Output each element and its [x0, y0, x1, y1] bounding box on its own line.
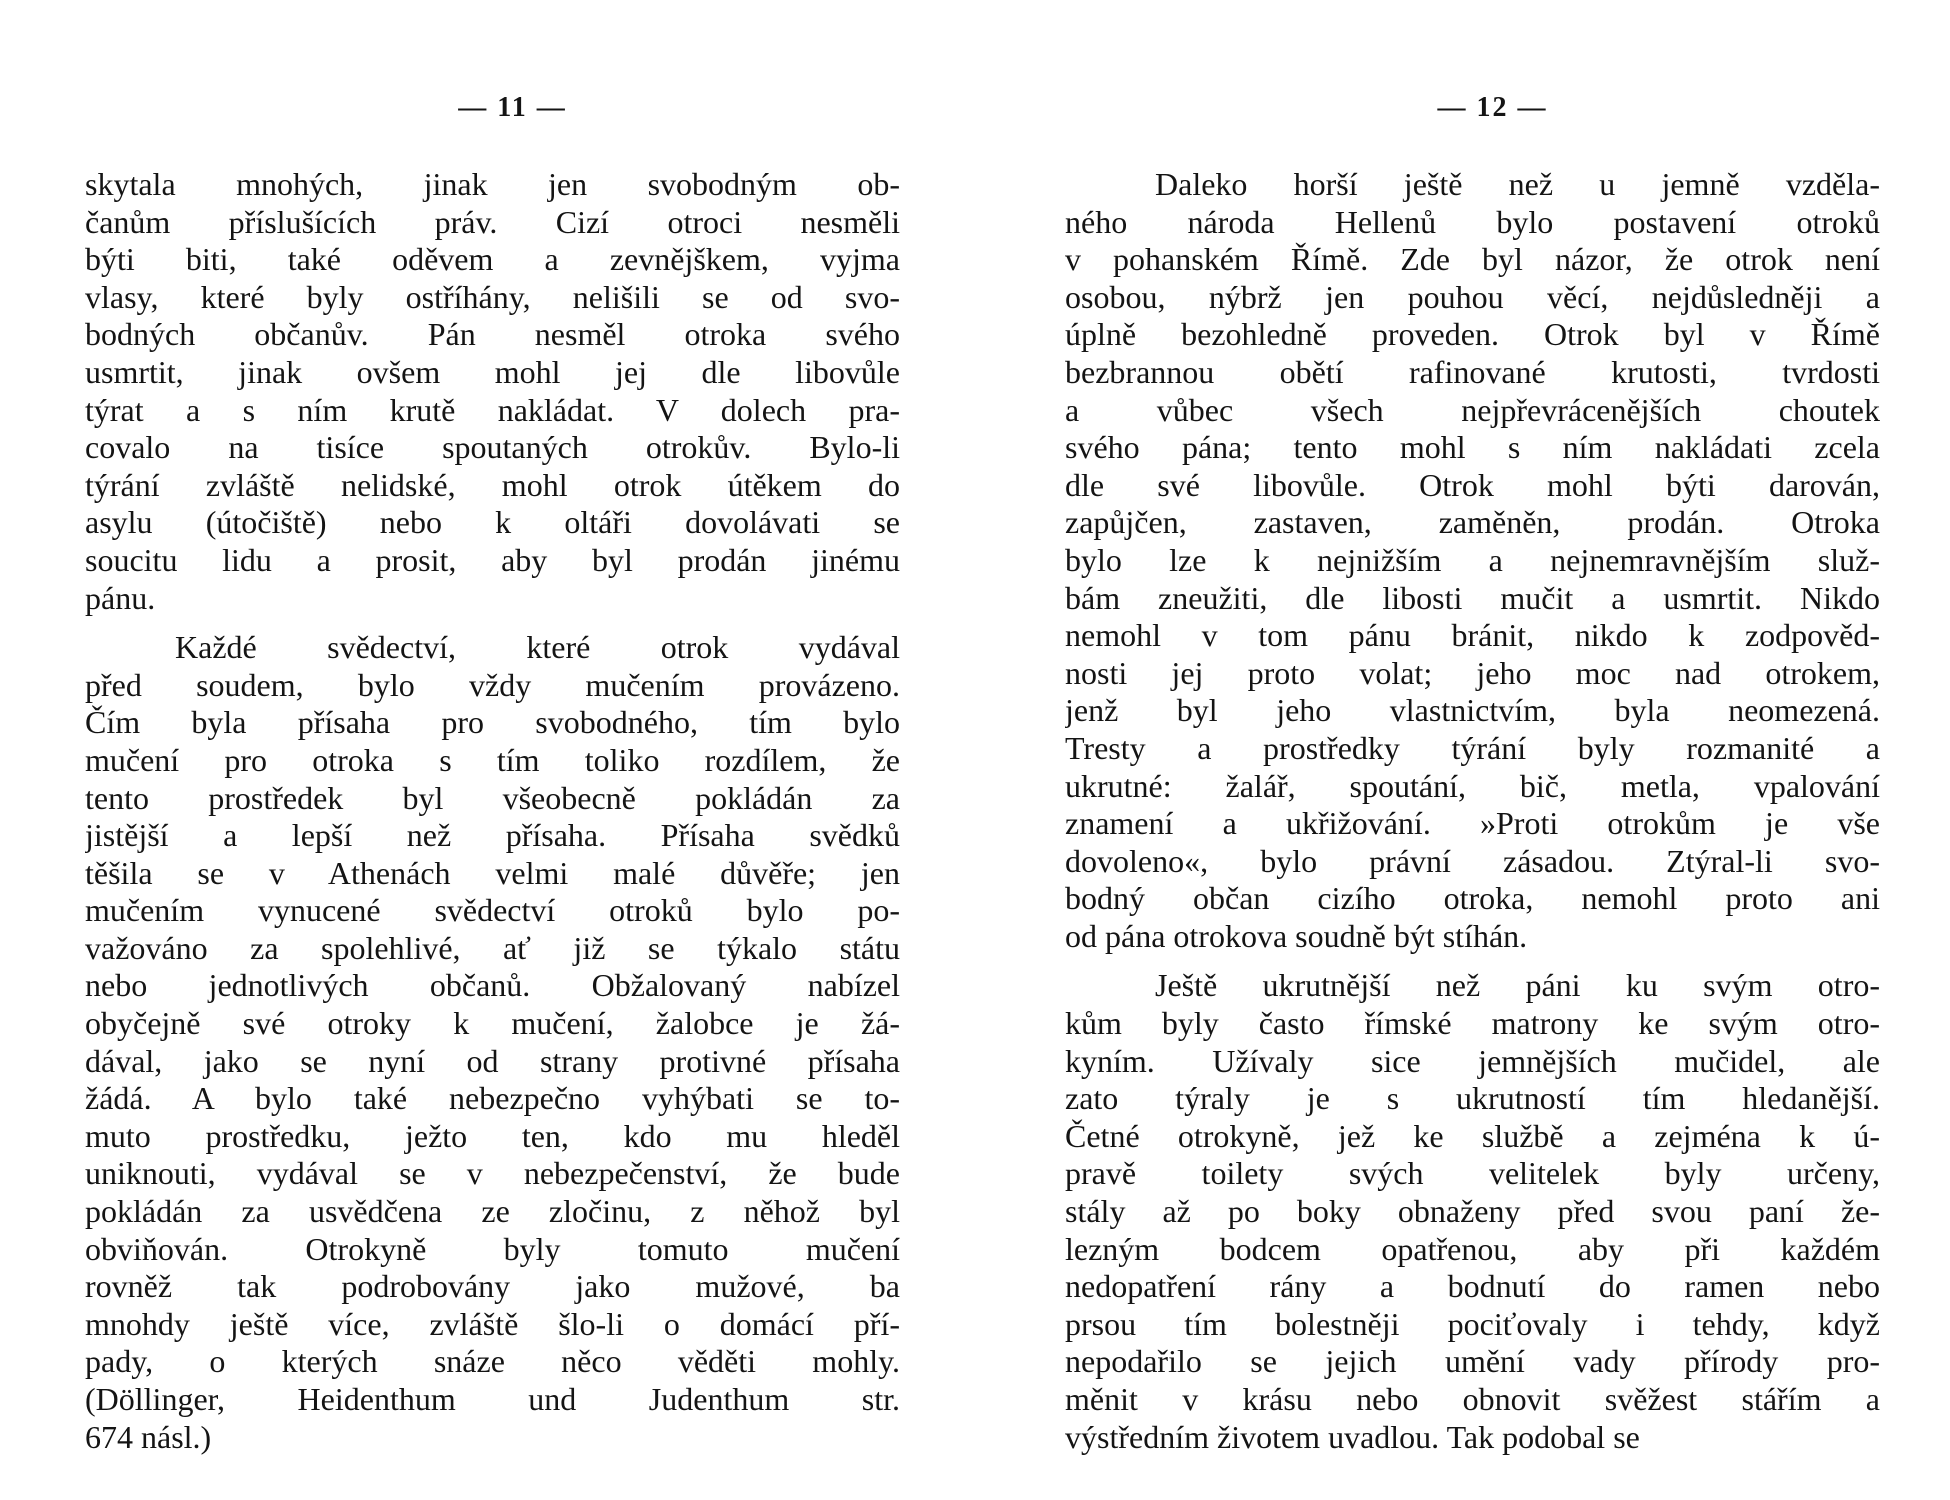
text-line: žádá. A bylo také nebezpečno vyhýbati se to-: [85, 1080, 900, 1117]
text-line: dle své libovůle. Otrok mohl býti darován,: [1065, 466, 1880, 503]
text-line: v pohanském Římě. Zde byl názor, že otrok není: [1065, 241, 1880, 278]
text-line: važováno za spolehlivé, ať již se týkalo státu: [85, 929, 900, 966]
text-column: [1065, 166, 1880, 1456]
text-line: těšila se v Athenách velmi malé důvěře; jen: [85, 854, 900, 891]
text-line: týrat a s ním krutě nakládat. V dolech pra-: [85, 391, 900, 428]
page-number: — 11 —: [458, 92, 567, 123]
text-line: úplně bezohledně proveden. Otrok byl v Římě: [1065, 316, 1880, 353]
text-line: tento prostředek byl všeobecně pokládán za: [85, 779, 900, 816]
text-line: jenž byl jeho vlastnictvím, byla neomezená.: [1065, 692, 1880, 729]
text-line: muto prostředku, ježto ten, kdo mu hleděl: [85, 1117, 900, 1154]
text-line: nemohl v tom pánu bránit, nikdo k zodpověd-: [1065, 617, 1880, 654]
text-line: od pána otrokova soudně být stíhán.: [1065, 917, 1528, 954]
text-line: mučením vynucené svědectví otroků bylo po-: [85, 892, 900, 929]
text-line: ného národa Hellenů bylo postavení otroků: [1065, 203, 1880, 240]
text-line: bodných občanův. Pán nesměl otroka svého: [85, 316, 900, 353]
text-line: covalo na tisíce spoutaných otrokův. Bylo-li: [85, 429, 900, 466]
text-line: usmrtit, jinak ovšem mohl jej dle libovůle: [85, 353, 900, 390]
text-line: Čím byla přísaha pro svobodného, tím bylo: [85, 704, 900, 741]
text-line: mučení pro otroka s tím toliko rozdílem, že: [85, 741, 900, 778]
text-line: a vůbec všech nejpřevrácenějších choutek: [1065, 391, 1880, 428]
paragraph-gap: [85, 617, 900, 629]
text-line: osobou, nýbrž jen pouhou věcí, nejdůsledněji a: [1065, 278, 1880, 315]
text-line: 674 násl.): [85, 1418, 212, 1455]
text-line: kyním. Užívaly sice jemnějších mučidel, ale: [1065, 1042, 1880, 1079]
text-line: výstředním životem uvadlou. Tak podobal se: [1065, 1418, 1640, 1455]
paragraph: [85, 629, 900, 1456]
text-line: jistější a lepší než přísaha. Přísaha svědků: [85, 817, 900, 854]
text-line: prsou tím bolestněji pociťovaly i tehdy, když: [1065, 1305, 1880, 1342]
text-line: pokládán za usvědčena ze zločinu, z něhož byl: [85, 1193, 900, 1230]
text-line: stály až po boky obnaženy před svou paní že-: [1065, 1193, 1880, 1230]
text-line: měnit v krásu nebo obnovit svěžest stářím a: [1065, 1381, 1880, 1417]
text-line: kům byly často římské matrony ke svým otro-: [1065, 1005, 1880, 1042]
text-line: mnohdy ještě více, zvláště šlo-li o domácí pří-: [85, 1305, 900, 1342]
text-line: Každé svědectví, které otrok vydával: [175, 629, 900, 666]
text-line: bám zneužiti, dle libosti mučit a usmrtit. Nikdo: [1065, 579, 1880, 616]
page-number: — 12 —: [1437, 92, 1548, 123]
text-line: svého pána; tento mohl s ním nakládati zcela: [1065, 429, 1880, 466]
right-page: [1065, 0, 1880, 1500]
text-line: před soudem, bylo vždy mučením provázeno.: [85, 666, 900, 703]
paragraph: [1065, 967, 1880, 1456]
text-line: obviňován. Otrokyně byly tomuto mučení: [85, 1230, 900, 1267]
text-line: pady, o kterých snáze něco věděti mohly.: [85, 1343, 900, 1380]
text-line: nosti jej proto volat; jeho moc nad otrokem,: [1065, 654, 1880, 691]
text-line: asylu (útočiště) nebo k oltáři dovolávati se: [85, 504, 900, 541]
text-line: nebo jednotlivých občanů. Obžalovaný nabízel: [85, 967, 900, 1004]
text-line: nepodařilo se jejich umění vady přírody pro-: [1065, 1343, 1880, 1380]
text-line: vlasy, které byly ostříhány, nelišili se od svo-: [85, 278, 900, 315]
paragraph-gap: [1065, 955, 1880, 967]
left-page: [85, 0, 900, 1500]
text-line: týrání zvláště nelidské, mohl otrok útěkem do: [85, 466, 900, 503]
text-line: bylo lze k nejnižším a nejnemravnějším služ-: [1065, 541, 1880, 578]
text-line: dával, jako se nyní od strany protivné přísaha: [85, 1042, 900, 1079]
text-line: Tresty a prostředky týrání byly rozmanité a: [1065, 729, 1880, 766]
text-line: nedopatření rány a bodnutí do ramen nebo: [1065, 1268, 1880, 1305]
text-line: býti biti, také oděvem a zevnějškem, vyjma: [85, 241, 900, 278]
text-line: ukrutné: žalář, spoutání, bič, metla, vpalování: [1065, 767, 1880, 804]
paragraph: [1065, 166, 1880, 955]
text-line: Četné otrokyně, jež ke službě a zejména k ú-: [1065, 1117, 1880, 1154]
text-line: Daleko horší ještě než u jemně vzděla-: [1155, 166, 1880, 202]
text-line: soucitu lidu a prosit, aby byl prodán jinému: [85, 541, 900, 578]
text-line: skytala mnohých, jinak jen svobodným ob-: [85, 166, 900, 202]
text-line: zapůjčen, zastaven, zaměněn, prodán. Otroka: [1065, 504, 1880, 541]
text-line: obyčejně své otroky k mučení, žalobce je žá-: [85, 1005, 900, 1042]
text-line: znamení a ukřižování. »Proti otrokům je vše: [1065, 805, 1880, 842]
text-line: zato týraly je s ukrutností tím hledanější.: [1065, 1080, 1880, 1117]
text-line: rovněž tak podrobovány jako mužové, ba: [85, 1268, 900, 1305]
text-line: lezným bodcem opatřenou, aby při každém: [1065, 1230, 1880, 1267]
text-line: uniknouti, vydával se v nebezpečenství, že bude: [85, 1155, 900, 1192]
text-line: bodný občan cizího otroka, nemohl proto ani: [1065, 880, 1880, 917]
text-line: pravě toilety svých velitelek byly určeny,: [1065, 1155, 1880, 1192]
text-line: bezbrannou obětí rafinované krutosti, tvrdosti: [1065, 353, 1880, 390]
text-line: dovoleno«, bylo právní zásadou. Ztýral-li svo-: [1065, 842, 1880, 879]
text-column: [85, 166, 900, 1456]
text-line: (Döllinger, Heidenthum und Judenthum str.: [85, 1381, 900, 1417]
paragraph: [85, 166, 900, 617]
text-line: čanům příslušících práv. Cizí otroci nesměli: [85, 203, 900, 240]
text-line: pánu.: [85, 579, 156, 616]
text-line: Ještě ukrutnější než páni ku svým otro-: [1155, 967, 1880, 1004]
